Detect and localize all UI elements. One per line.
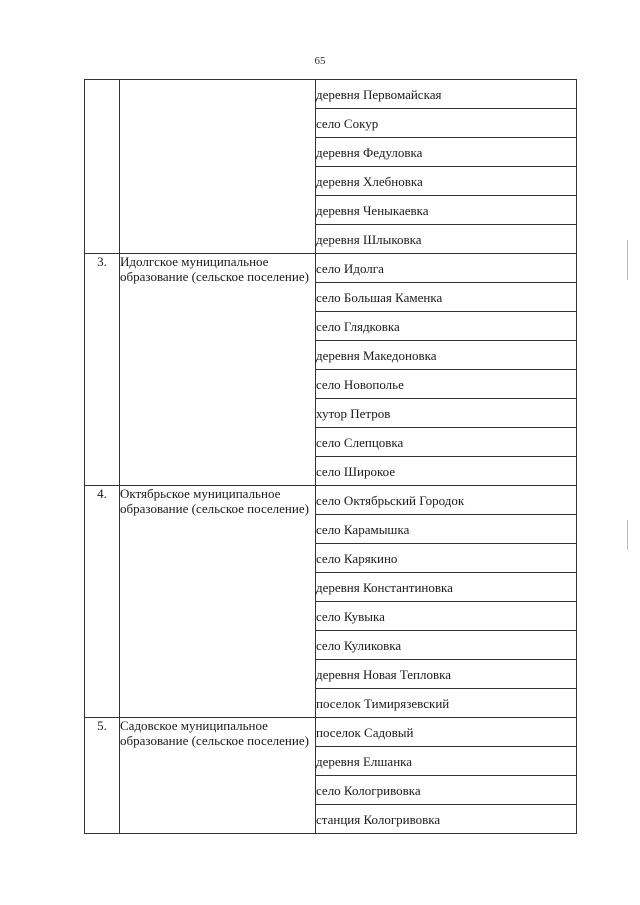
settlement-cell: хутор Петров [316,399,577,428]
row-number-cell [85,80,120,254]
row-number-cell: 5. [85,718,120,834]
settlement-cell: село Новополье [316,370,577,399]
settlement-cell: село Карякино [316,544,577,573]
municipality-cell: Садовское муниципальное образование (сельское поселение) [120,718,316,834]
settlement-cell: село Глядковка [316,312,577,341]
settlement-cell: село Широкое [316,457,577,486]
table-row [85,718,577,747]
settlement-cell: деревня Македоновка [316,341,577,370]
settlement-cell: деревня Новая Тепловка [316,660,577,689]
municipality-cell: Идолгское муниципальное образование (сельское поселение) [120,254,316,486]
settlement-cell: село Идолга [316,254,577,283]
table-row [85,254,577,283]
scan-edge-mark [627,520,628,550]
scan-edge-mark [627,240,628,280]
settlement-cell: деревня Хлебновка [316,167,577,196]
settlement-cell: село Большая Каменка [316,283,577,312]
municipality-cell [120,80,316,254]
settlement-cell: деревня Елшанка [316,747,577,776]
settlement-cell: деревня Ченыкаевка [316,196,577,225]
row-number-cell: 3. [85,254,120,486]
settlement-cell: деревня Федуловка [316,138,577,167]
page-number: 65 [314,55,326,67]
table-body [85,80,577,834]
settlement-cell: деревня Первомайская [316,80,577,109]
table-row [85,80,577,109]
settlement-cell: деревня Константиновка [316,573,577,602]
settlement-cell: село Октябрьский Городок [316,486,577,515]
settlement-cell: поселок Тимирязевский [316,689,577,718]
settlement-cell: село Сокур [316,109,577,138]
settlement-cell: поселок Садовый [316,718,577,747]
settlement-cell: деревня Шлыковка [316,225,577,254]
settlements-table [84,79,577,834]
row-number-cell: 4. [85,486,120,718]
settlement-cell: станция Кологривовка [316,805,577,834]
municipality-cell: Октябрьское муниципальное образование (сельское поселение) [120,486,316,718]
settlement-cell: село Слепцовка [316,428,577,457]
table-row [85,486,577,515]
settlement-cell: село Карамышка [316,515,577,544]
settlement-cell: село Куликовка [316,631,577,660]
settlement-cell: село Кувыка [316,602,577,631]
settlement-cell: село Кологривовка [316,776,577,805]
